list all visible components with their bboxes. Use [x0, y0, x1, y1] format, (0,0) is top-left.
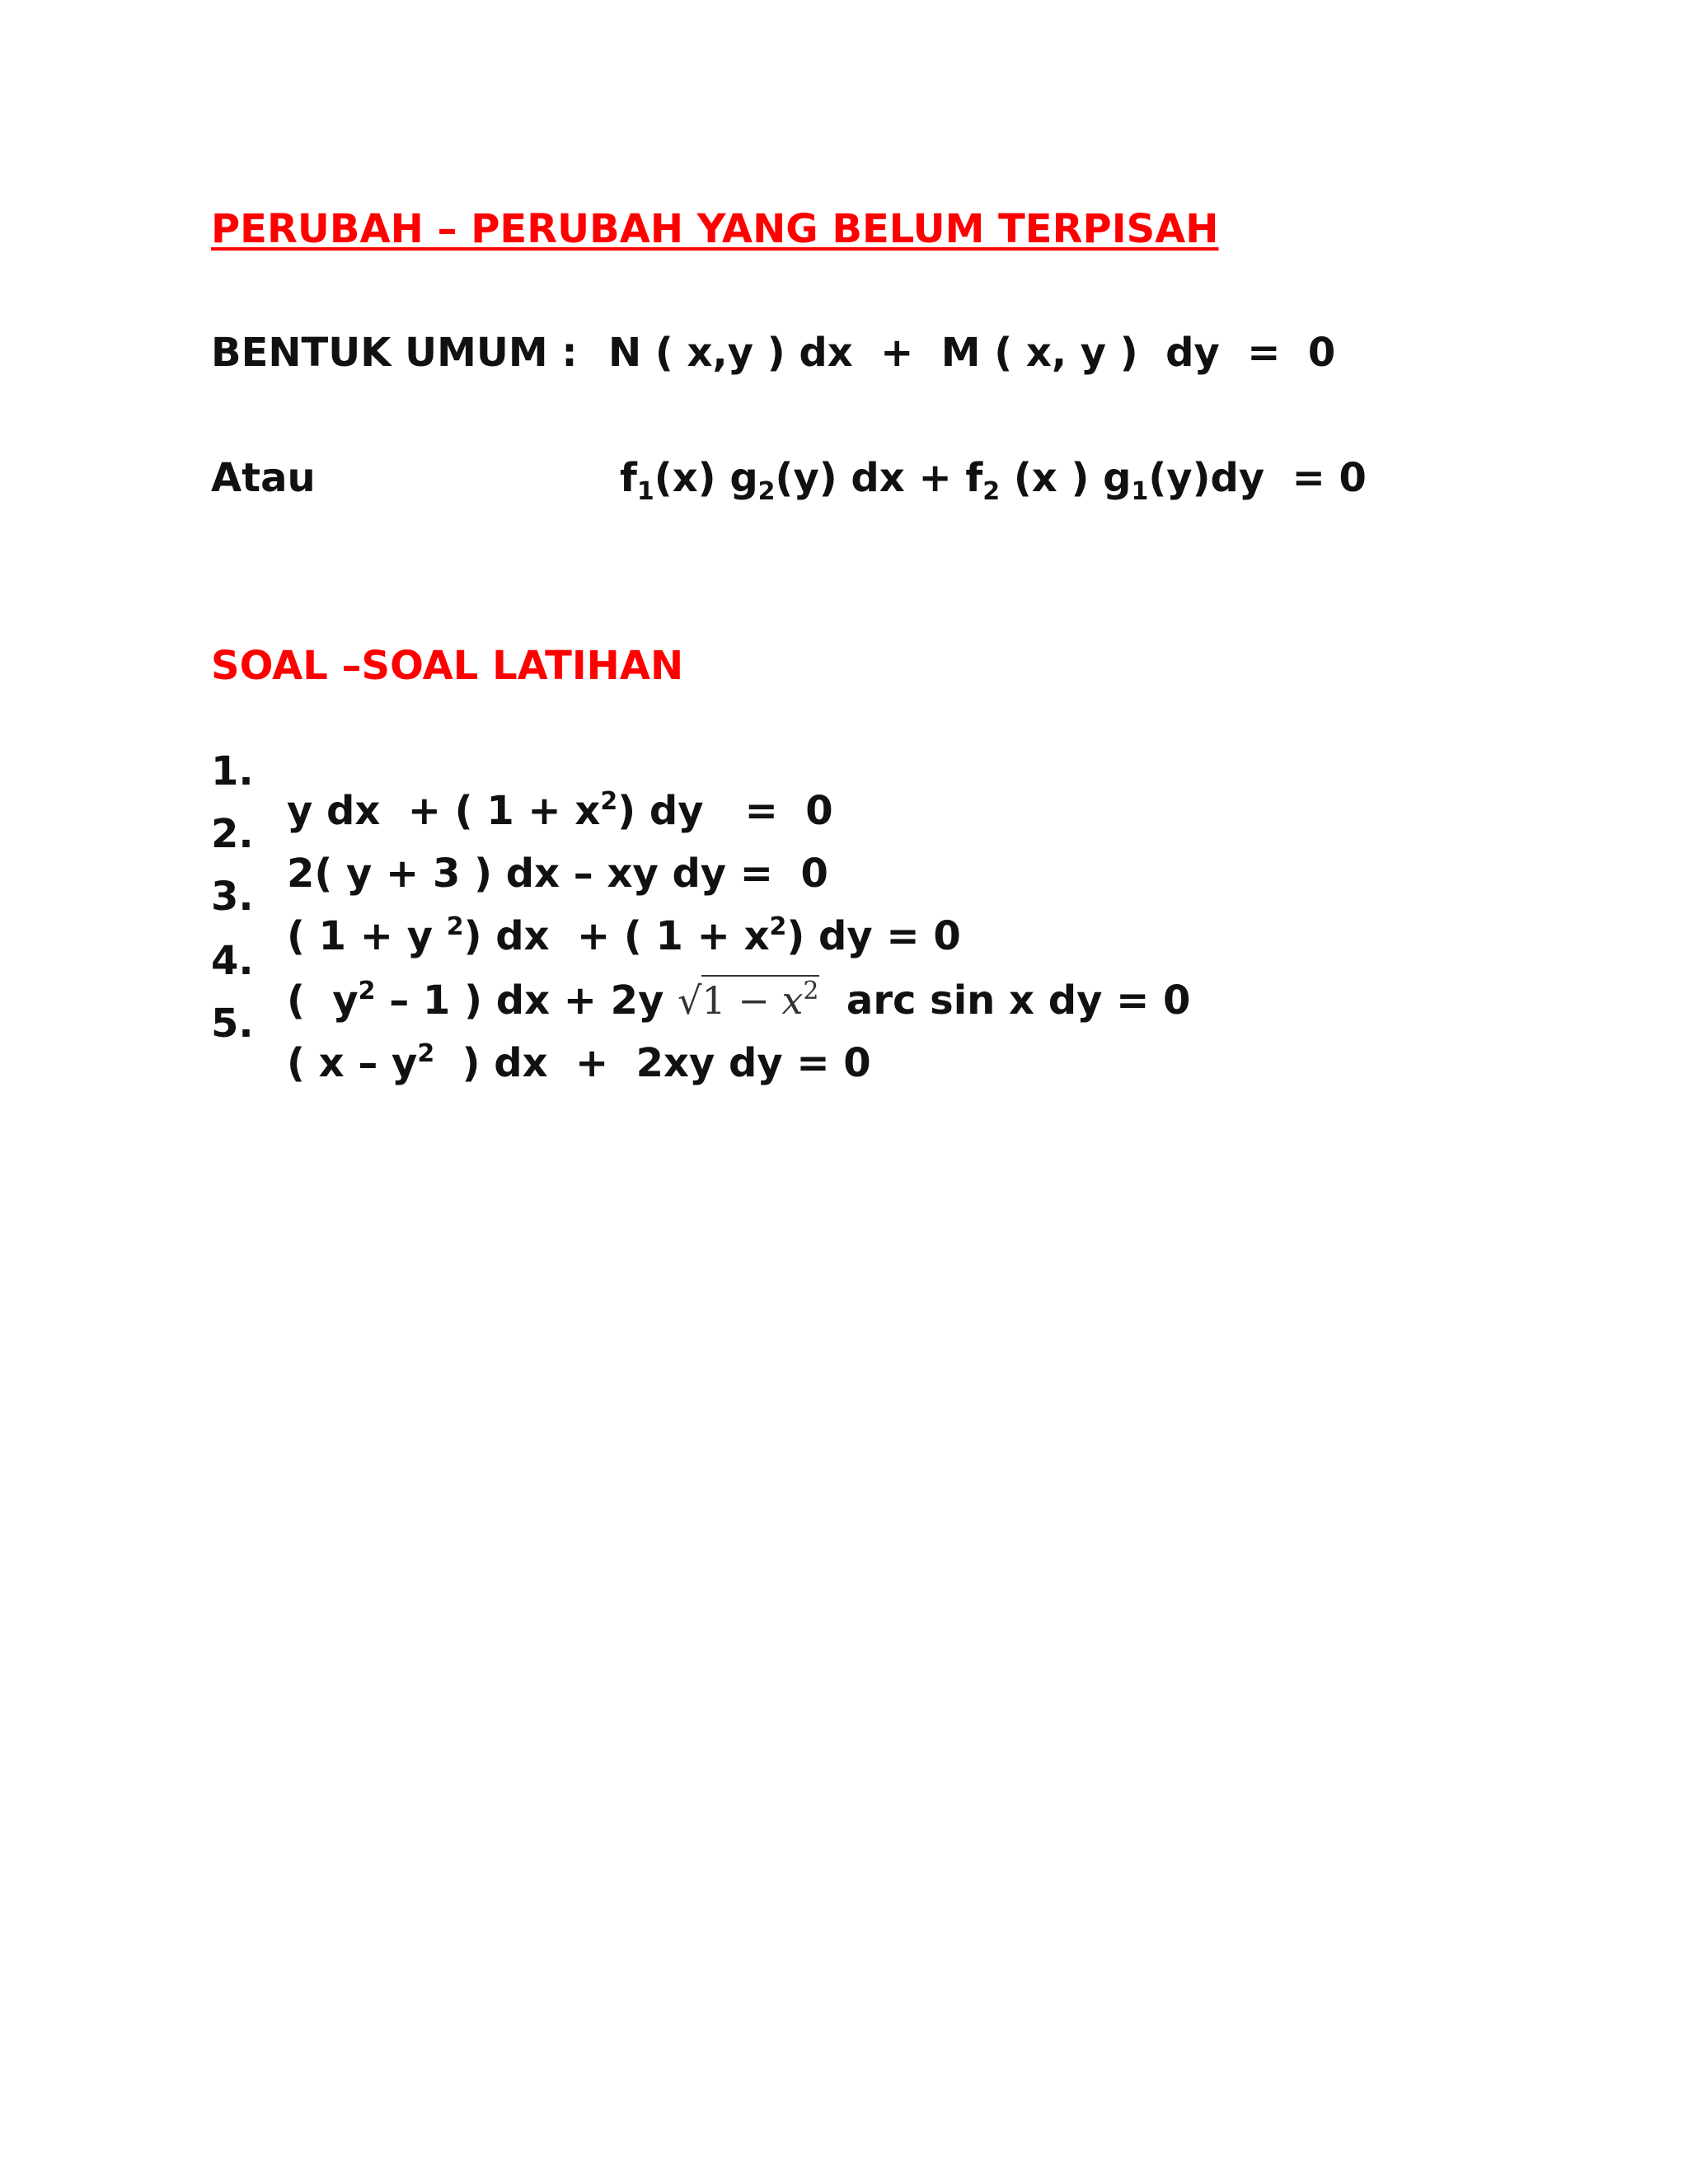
exercise-equation: ( 1 + y $^2$) dx + ( $1 + x^2$) dy = 0	[287, 912, 961, 959]
exercise-equation: 2( y + 3 ) dx – xy dy = 0	[287, 851, 828, 897]
exercise-number: 2.	[211, 811, 254, 857]
exercise-number: 4.	[211, 938, 254, 984]
exercise-number: 1.	[211, 748, 254, 794]
section-title: SOAL –SOAL LATIHAN	[211, 643, 684, 689]
exercise-equation: y dx + ( $1 + x^2$) dy = 0	[287, 787, 833, 834]
exercise-number: 3.	[211, 874, 254, 920]
general-form-label: BENTUK UMUM :	[211, 330, 578, 376]
exercise-equation: ( $y^2 - 1$ ) dx + 2y $√1 - x^2$ arc sin x dy = 0	[287, 977, 1191, 1024]
exercise-number: 5.	[211, 1001, 254, 1047]
alternative-form-equation: $f_1(x)$ $g_2(y)$ dx + $f_2$ (x ) $g_1(y)dy = 0$	[620, 455, 1367, 506]
exercise-equation: ( x – $y^2$ ) dx + 2xy dy = 0	[287, 1039, 871, 1086]
general-form-equation: N ( x,y ) dx + M ( x, y ) dy = 0	[608, 330, 1336, 376]
square-root-expression: $√1 - x^2$	[678, 977, 819, 1023]
alternative-form-label: Atau	[211, 455, 316, 501]
page-title: PERUBAH – PERUBAH YANG BELUM TERPISAH	[211, 206, 1219, 252]
